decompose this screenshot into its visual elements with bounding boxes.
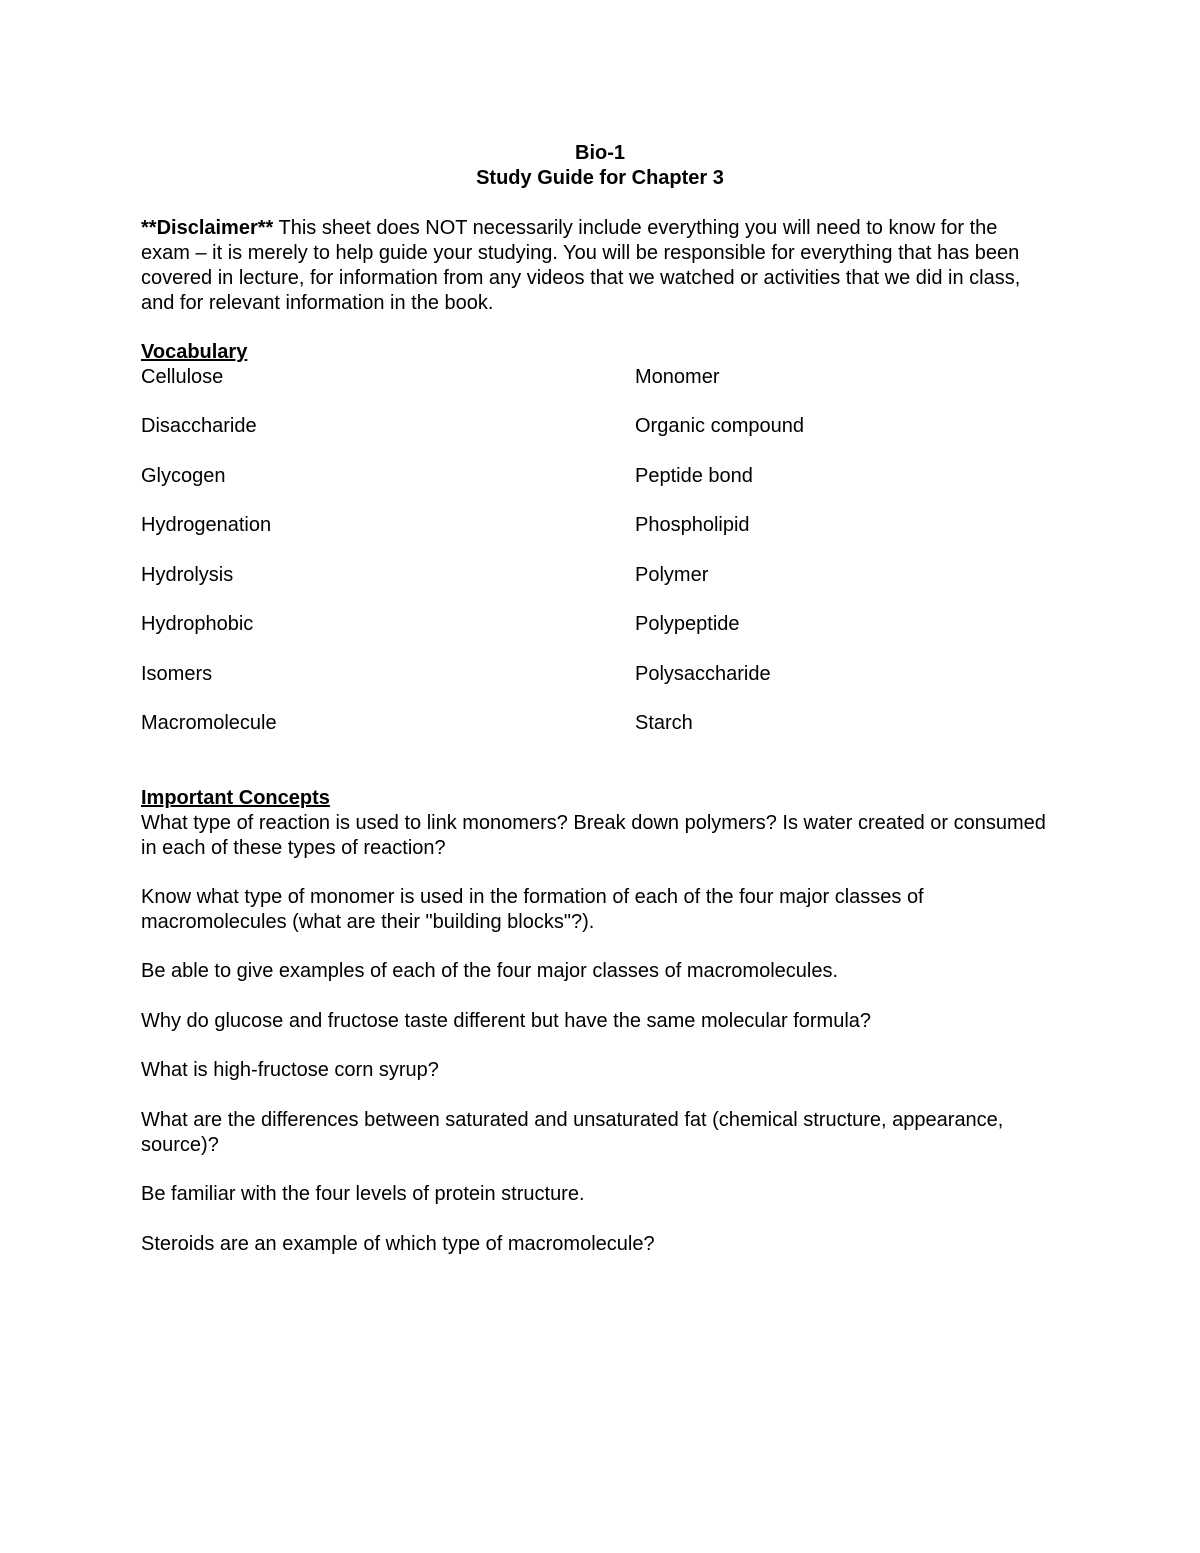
vocab-term: Starch [635, 712, 693, 734]
concept-item: Be able to give examples of each of the four major classes of macromolecules. [141, 960, 839, 982]
disclaimer-paragraph [141, 216, 1051, 316]
vocab-term: Monomer [635, 366, 720, 388]
concept-item: What are the differences between saturated and unsaturated fat (chemical structure, appearance, source)? [141, 1109, 1004, 1156]
concept-item: Know what type of monomer is used in the formation of each of the four major classes of macromolecules (what are their "building blocks"?). [141, 886, 924, 933]
vocab-term: Polymer [635, 564, 709, 586]
vocab-term: Hydrolysis [141, 564, 234, 586]
course-title: Bio-1 [575, 142, 625, 164]
concept-item: Steroids are an example of which type of macromolecule? [141, 1233, 655, 1255]
concept-item: What type of reaction is used to link monomers? Break down polymers? Is water created or consumed in each of these types of reaction? [141, 812, 1046, 859]
vocab-term: Organic compound [635, 415, 804, 437]
disclaimer-label: **Disclaimer** [141, 217, 274, 239]
vocab-term: Phospholipid [635, 514, 750, 536]
vocab-term: Cellulose [141, 366, 224, 388]
vocab-term: Glycogen [141, 465, 226, 487]
vocab-term: Peptide bond [635, 465, 753, 487]
vocab-term: Macromolecule [141, 712, 277, 734]
vocab-term: Hydrogenation [141, 514, 272, 536]
vocab-term: Hydrophobic [141, 613, 254, 635]
disclaimer-text: This sheet does NOT necessarily include everything you will need to know for the exam – it is merely to help guide your studying. You will be responsible for everything that has been covered in lecture, for information from any videos that we watched or activities that we did in class, and for relevant information in the book. [141, 217, 1021, 314]
concepts-heading: Important Concepts [141, 787, 330, 809]
page-title: Study Guide for Chapter 3 [476, 167, 724, 189]
vocab-term: Isomers [141, 663, 213, 685]
concept-item: What is high-fructose corn syrup? [141, 1059, 439, 1081]
concept-item: Why do glucose and fructose taste different but have the same molecular formula? [141, 1010, 872, 1032]
concept-item: Be familiar with the four levels of protein structure. [141, 1183, 585, 1205]
vocab-term: Polysaccharide [635, 663, 771, 685]
vocabulary-heading: Vocabulary [141, 341, 248, 363]
vocab-term: Disaccharide [141, 415, 257, 437]
vocab-term: Polypeptide [635, 613, 740, 635]
